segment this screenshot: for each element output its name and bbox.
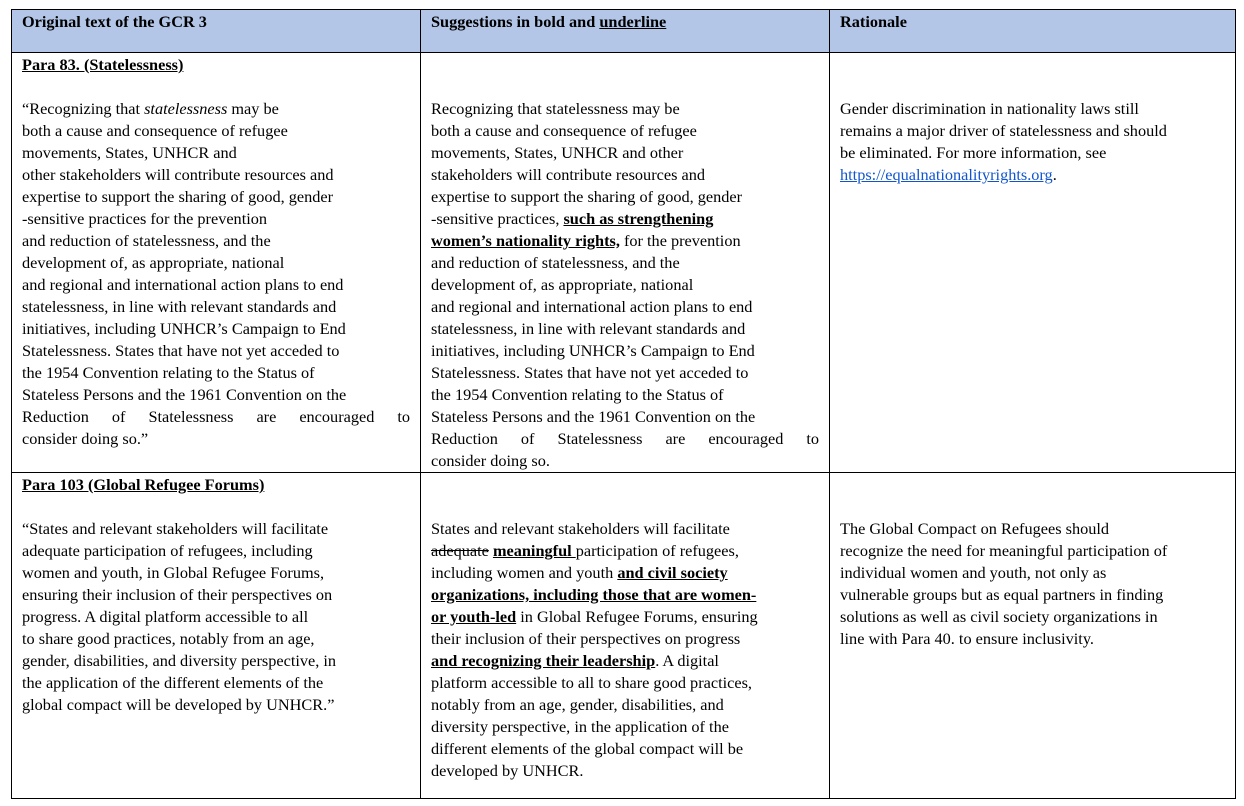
- text-line: [431, 362, 819, 384]
- text-line: [840, 164, 1225, 186]
- text-line: [840, 518, 1225, 540]
- text-segment: .: [1052, 165, 1057, 184]
- text-segment: the application of the different elements of the: [22, 673, 324, 692]
- text-segment: Gender discrimination in nationality laws still: [840, 99, 1139, 118]
- rationale-text: [840, 518, 1225, 650]
- text-segment: the 1954 Convention relating to the Status of: [431, 385, 724, 404]
- text-segment: gender, disabilities, and diversity perspective, in: [22, 651, 337, 670]
- text-segment: to share good practices, notably from an age,: [22, 629, 315, 648]
- gcr-comparison-table: [11, 9, 1236, 799]
- text-line: [431, 384, 819, 406]
- text-segment: solutions as well as civil society organizations in: [840, 607, 1158, 626]
- text-line: [22, 362, 410, 384]
- text-line: [22, 208, 410, 230]
- text-segment: vulnerable groups but as equal partners in finding: [840, 585, 1164, 604]
- text-line: [431, 540, 819, 562]
- text-segment: individual women and youth, not only as: [840, 563, 1107, 582]
- text-segment: other stakeholders will contribute resources and: [22, 165, 334, 184]
- text-line: [431, 716, 819, 738]
- text-line: [431, 340, 819, 362]
- text-line: [22, 318, 410, 340]
- text-segment: Recognizing that statelessness may be: [431, 99, 680, 118]
- text-segment: Reduction of Statelessness are encouraged to: [431, 429, 819, 448]
- text-segment: notably from an age, gender, disabilities, and: [431, 695, 724, 714]
- text-segment: Stateless Persons and the 1961 Convention on the: [22, 385, 347, 404]
- text-line: [431, 694, 819, 716]
- deleted-text: adequate: [431, 541, 489, 560]
- text-segment: Statelessness. States that have not yet acceded to: [431, 363, 749, 382]
- text-segment: developed by UNHCR.: [431, 761, 584, 780]
- header-suggestions-text: Suggestions in bold and: [431, 12, 600, 31]
- text-line: [431, 628, 819, 650]
- suggested-insertion: such as strengthening: [563, 209, 714, 228]
- text-segment: -sensitive practices for the prevention: [22, 209, 268, 228]
- suggested-insertion: and civil society: [617, 563, 728, 582]
- text-line: [22, 142, 410, 164]
- text-segment: may be: [227, 99, 279, 118]
- text-segment: expertise to support the sharing of good, gender: [22, 187, 334, 206]
- text-segment: remains a major driver of statelessness and should: [840, 121, 1167, 140]
- text-segment: statelessness, in line with relevant standards and: [22, 297, 337, 316]
- text-segment: Stateless Persons and the 1961 Convention on the: [431, 407, 756, 426]
- table-row-para-83: [12, 53, 1236, 473]
- text-line: [22, 164, 410, 186]
- text-segment: and regional and international action plans to end: [431, 297, 753, 316]
- text-line: [840, 562, 1225, 584]
- text-line: [840, 606, 1225, 628]
- text-line: [431, 208, 819, 230]
- text-segment: consider doing so.”: [22, 429, 149, 448]
- header-original: Original text of the GCR 3: [12, 10, 421, 53]
- text-segment: . A digital: [655, 651, 719, 670]
- suggestion-cell: [421, 53, 830, 473]
- text-line: [431, 606, 819, 628]
- suggested-insertion: organizations, including those that are women-: [431, 585, 757, 604]
- text-segment: initiatives, including UNHCR’s Campaign to End: [22, 319, 346, 338]
- rationale-text: [840, 98, 1225, 186]
- text-line: [431, 760, 819, 782]
- text-segment: -sensitive practices,: [431, 209, 564, 228]
- table-row-para-103: [12, 473, 1236, 799]
- text-segment: diversity perspective, in the application of the: [431, 717, 729, 736]
- original-cell: [12, 473, 421, 799]
- text-line: [431, 142, 819, 164]
- para-title: Para 83. (Statelessness): [22, 55, 184, 74]
- text-line: [22, 186, 410, 208]
- rationale-link[interactable]: https://equalnationalityrights.org: [840, 165, 1053, 184]
- text-line: [431, 406, 819, 428]
- text-segment: both a cause and consequence of refugee: [431, 121, 697, 140]
- rationale-cell: [830, 53, 1236, 473]
- text-segment: both a cause and consequence of refugee: [22, 121, 288, 140]
- para-title: Para 103 (Global Refugee Forums): [22, 475, 265, 494]
- text-line: [431, 186, 819, 208]
- header-suggestions: [421, 10, 830, 53]
- text-line: [22, 274, 410, 296]
- text-segment: statelessness: [144, 99, 228, 118]
- text-segment: and regional and international action plans to end: [22, 275, 344, 294]
- header-rationale: Rationale: [830, 10, 1236, 53]
- text-line: [431, 274, 819, 296]
- text-segment: including women and youth: [431, 563, 618, 582]
- text-line: [431, 562, 819, 584]
- text-line: [22, 518, 410, 540]
- text-line: [840, 540, 1225, 562]
- text-line: [22, 694, 410, 716]
- text-segment: consider doing so.: [431, 451, 550, 470]
- text-segment: development of, as appropriate, national: [431, 275, 694, 294]
- header-underline-word: underline: [599, 12, 667, 31]
- text-segment: global compact will be developed by UNHCR.”: [22, 695, 335, 714]
- text-line: [22, 296, 410, 318]
- text-segment: movements, States, UNHCR and: [22, 143, 237, 162]
- suggested-insertion: or youth-led: [431, 607, 517, 626]
- text-line: [840, 628, 1225, 650]
- text-segment: ensuring their inclusion of their perspectives on: [22, 585, 333, 604]
- header-row: [12, 10, 1236, 53]
- text-line: [431, 98, 819, 120]
- text-segment: progress. A digital platform accessible to all: [22, 607, 309, 626]
- text-line: [431, 518, 819, 540]
- suggested-insertion: and recognizing their leadership: [431, 651, 656, 670]
- text-segment: and reduction of statelessness, and the: [22, 231, 271, 250]
- text-segment: participation of refugees,: [575, 541, 739, 560]
- suggested-insertion: women’s nationality rights,: [431, 231, 620, 250]
- text-segment: and reduction of statelessness, and the: [431, 253, 680, 272]
- text-segment: development of, as appropriate, national: [22, 253, 285, 272]
- text-segment: initiatives, including UNHCR’s Campaign to End: [431, 341, 755, 360]
- text-line: [22, 406, 410, 428]
- text-segment: platform accessible to all to share good practices,: [431, 673, 752, 692]
- text-line: [22, 428, 410, 450]
- text-segment: recognize the need for meaningful participation of: [840, 541, 1168, 560]
- text-line: [22, 562, 410, 584]
- text-line: [431, 120, 819, 142]
- text-line: [431, 428, 819, 450]
- text-segment: The Global Compact on Refugees should: [840, 519, 1110, 538]
- text-line: [431, 650, 819, 672]
- text-line: [22, 230, 410, 252]
- text-line: [22, 540, 410, 562]
- text-line: [431, 738, 819, 760]
- text-segment: be eliminated. For more information, see: [840, 143, 1107, 162]
- text-line: [22, 628, 410, 650]
- text-segment: line with Para 40. to ensure inclusivity.: [840, 629, 1094, 648]
- text-line: [22, 384, 410, 406]
- text-line: [22, 340, 410, 362]
- text-segment: expertise to support the sharing of good, gender: [431, 187, 743, 206]
- text-line: [840, 120, 1225, 142]
- text-line: [431, 584, 819, 606]
- text-segment: different elements of the global compact will be: [431, 739, 744, 758]
- text-line: [431, 230, 819, 252]
- suggestion-cell: [421, 473, 830, 799]
- text-line: [840, 584, 1225, 606]
- text-line: [22, 606, 410, 628]
- text-line: [431, 252, 819, 274]
- original-text: [22, 98, 410, 450]
- original-cell: [12, 53, 421, 473]
- suggestion-text: [431, 98, 819, 472]
- text-segment: in Global Refugee Forums, ensuring: [516, 607, 758, 626]
- text-segment: women and youth, in Global Refugee Forums,: [22, 563, 325, 582]
- text-line: [22, 672, 410, 694]
- text-line: [431, 672, 819, 694]
- text-line: [22, 98, 410, 120]
- suggested-insertion: meaningful: [492, 541, 576, 560]
- text-segment: statelessness, in line with relevant standards and: [431, 319, 746, 338]
- text-line: [840, 98, 1225, 120]
- rationale-cell: [830, 473, 1236, 799]
- text-segment: for the prevention: [619, 231, 741, 250]
- text-line: [431, 450, 819, 472]
- suggestion-text: [431, 518, 819, 782]
- text-segment: “States and relevant stakeholders will facilitate: [22, 519, 329, 538]
- text-line: [22, 252, 410, 274]
- text-segment: States and relevant stakeholders will facilitate: [431, 519, 730, 538]
- text-segment: Reduction of Statelessness are encouraged to: [22, 407, 410, 426]
- text-line: [840, 142, 1225, 164]
- text-segment: the 1954 Convention relating to the Status of: [22, 363, 315, 382]
- text-segment: adequate participation of refugees, including: [22, 541, 313, 560]
- text-segment: their inclusion of their perspectives on progress: [431, 629, 741, 648]
- text-line: [22, 584, 410, 606]
- text-line: [22, 120, 410, 142]
- text-line: [431, 164, 819, 186]
- text-line: [431, 296, 819, 318]
- text-segment: stakeholders will contribute resources and: [431, 165, 705, 184]
- text-segment: Statelessness. States that have not yet acceded to: [22, 341, 340, 360]
- text-line: [431, 318, 819, 340]
- text-segment: “Recognizing that: [22, 99, 145, 118]
- text-segment: movements, States, UNHCR and other: [431, 143, 684, 162]
- text-line: [22, 650, 410, 672]
- original-text: [22, 518, 410, 716]
